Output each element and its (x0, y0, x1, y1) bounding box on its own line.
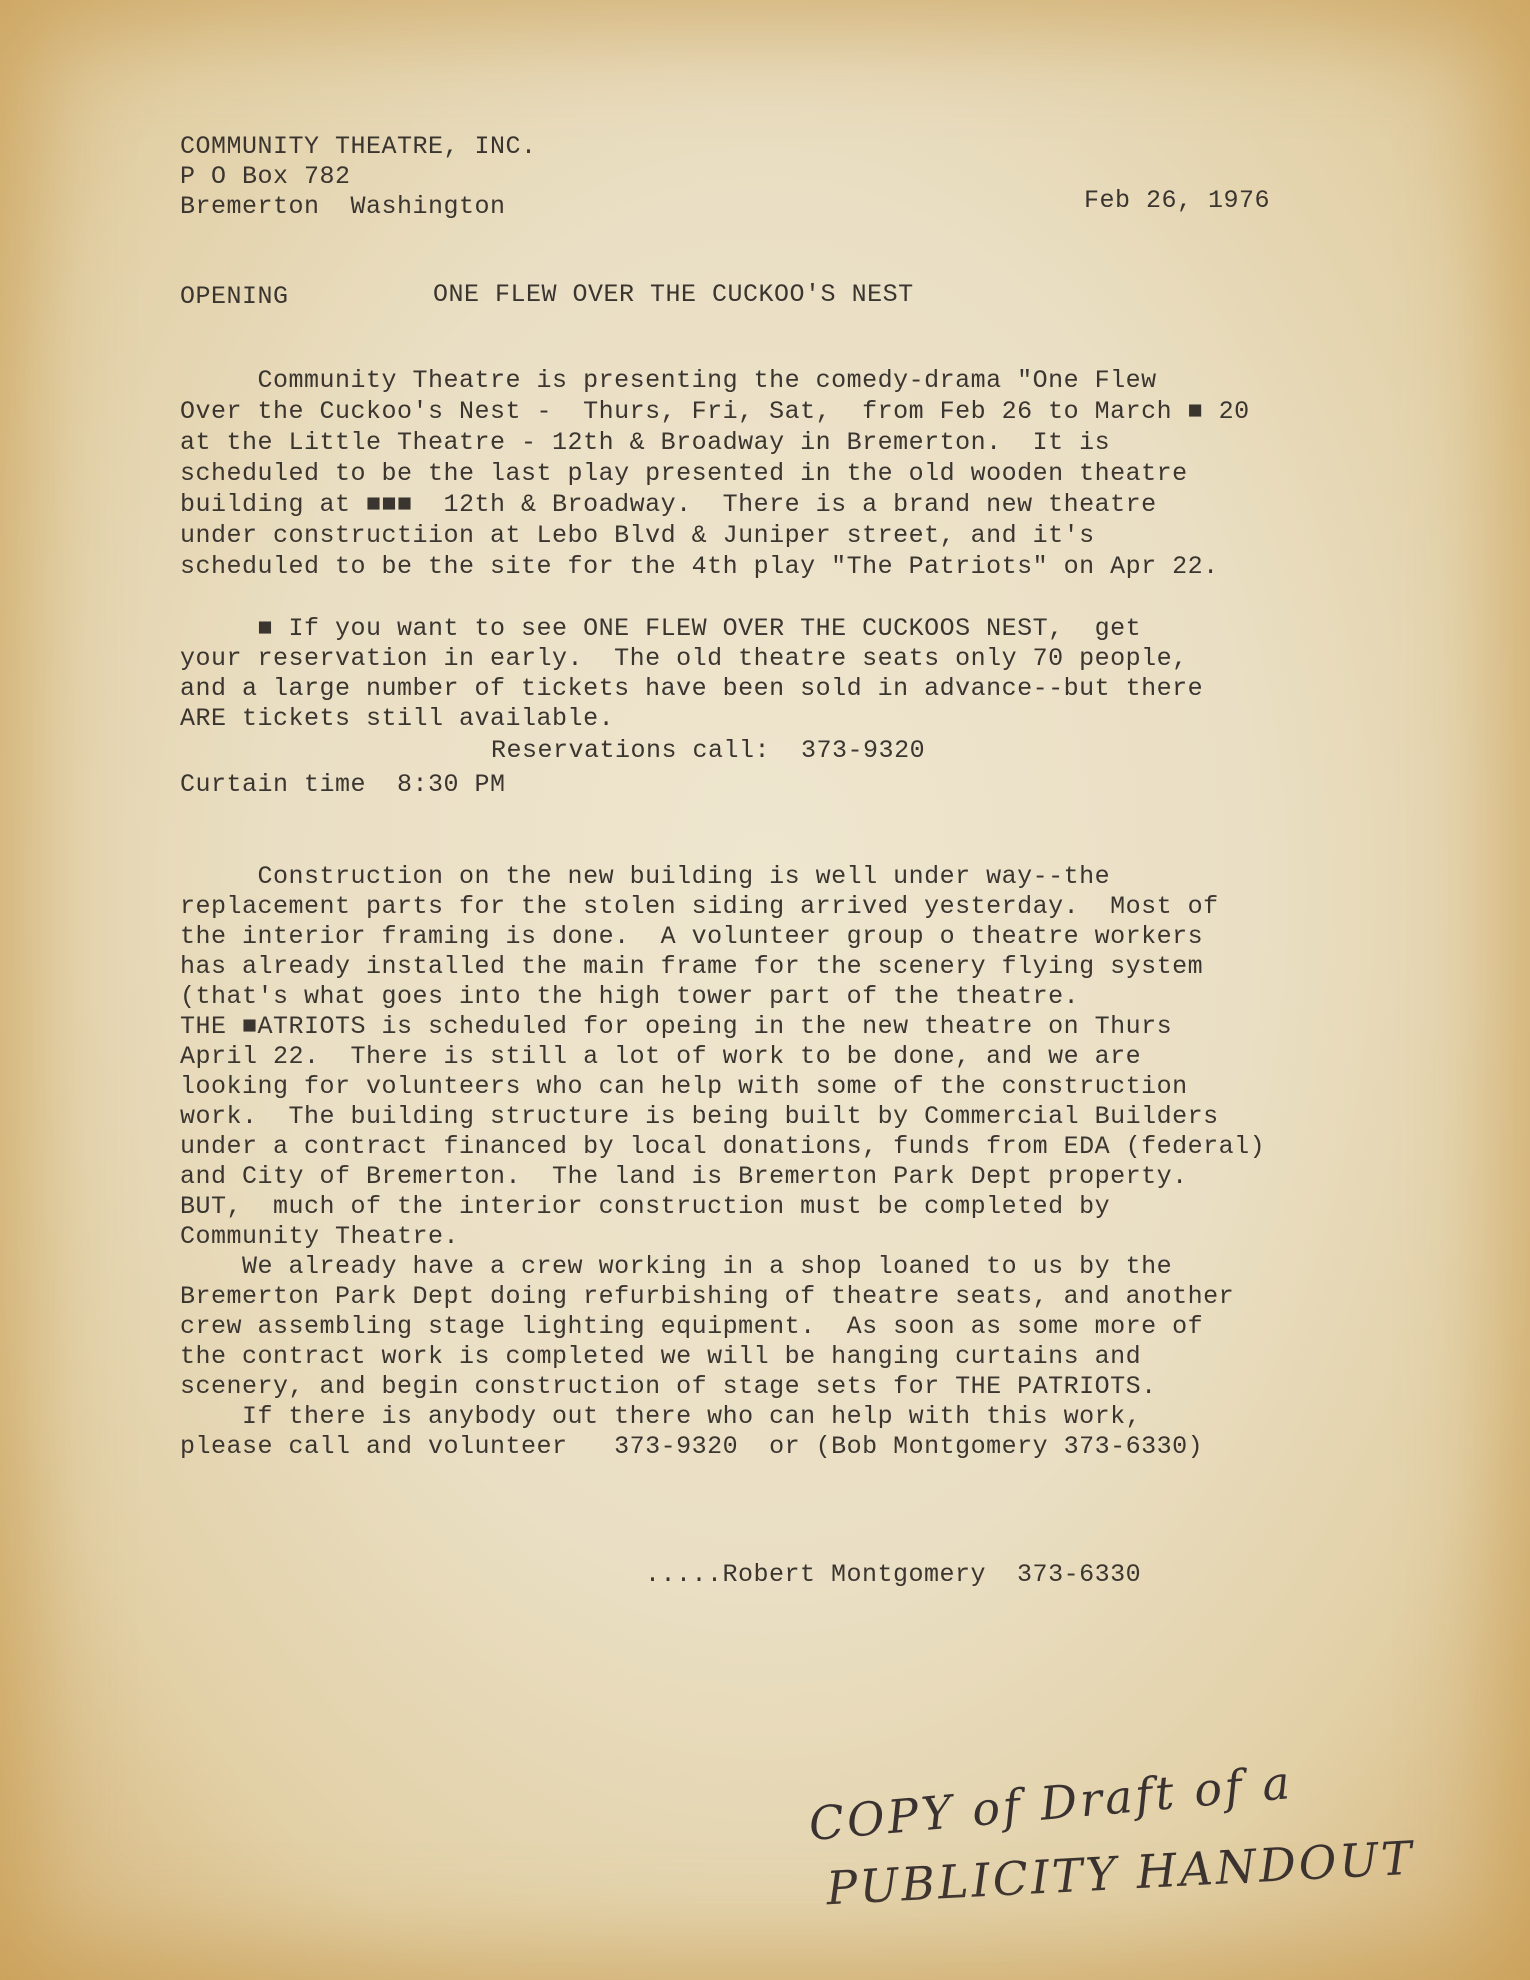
signature: .....Robert Montgomery 373-6330 (645, 1560, 1142, 1589)
heading-label: OPENING (180, 282, 289, 311)
text-line: (that's what goes into the high tower part of the theatre. (180, 982, 1080, 1011)
letterhead-city: Bremerton Washington (180, 192, 506, 221)
text-line: has already installed the main frame for the scenery flying system (180, 952, 1204, 981)
text-line: please call and volunteer 373-9320 or (Bob Montgomery 373-6330) (180, 1432, 1204, 1461)
text-line: at the Little Theatre - 12th & Broadway in Bremerton. It is (180, 428, 1111, 457)
text-line: scheduled to be the site for the 4th play "The Patriots" on Apr 22. (180, 552, 1219, 581)
paragraph-3 (180, 862, 1266, 1522)
text-line: and a large number of tickets have been sold in advance--but there (180, 674, 1204, 703)
handwritten-note-line-2: PUBLICITY HANDOUT (824, 1830, 1417, 1916)
reservations-line: Reservations call: 373-9320 (491, 736, 926, 765)
text-line: Community Theatre. (180, 1222, 460, 1251)
text-line: scheduled to be the last play presented in the old wooden theatre (180, 459, 1188, 488)
text-line: the interior framing is done. A volunteer group o theatre workers (180, 922, 1204, 951)
text-line: building at ■■■ 12th & Broadway. There is a brand new theatre (180, 490, 1157, 519)
text-line: under a contract financed by local donations, funds from EDA (federal) (180, 1132, 1266, 1161)
text-line: April 22. There is still a lot of work to be done, and we are (180, 1042, 1142, 1071)
text-line: crew assembling stage lighting equipment. As soon as some more of (180, 1312, 1204, 1341)
letter-date: Feb 26, 1976 (1084, 186, 1271, 215)
curtain-time: Curtain time 8:30 PM (180, 770, 506, 799)
text-line: Bremerton Park Dept doing refurbishing of theatre seats, and another (180, 1282, 1235, 1311)
heading-title: ONE FLEW OVER THE CUCKOO'S NEST (433, 280, 914, 309)
text-line: replacement parts for the stolen siding arrived yesterday. Most of (180, 892, 1219, 921)
text-line: under constructiion at Lebo Blvd & Juniper street, and it's (180, 521, 1095, 550)
text-line: the contract work is completed we will be hanging curtains and (180, 1342, 1142, 1371)
text-line: ARE tickets still available. (180, 704, 615, 733)
text-line: scenery, and begin construction of stage sets for THE PATRIOTS. (180, 1372, 1157, 1401)
text-line: your reservation in early. The old theatre seats only 70 people, (180, 644, 1188, 673)
text-line: We already have a crew working in a shop loaned to us by the (180, 1252, 1173, 1281)
text-line: looking for volunteers who can help with some of the construction (180, 1072, 1188, 1101)
text-line: BUT, much of the interior construction must be completed by (180, 1192, 1111, 1221)
letterhead (180, 132, 537, 282)
handwritten-note-line-1: COPY of Draft of a (806, 1754, 1295, 1852)
letterhead-box: P O Box 782 (180, 162, 351, 191)
text-line: ■ If you want to see ONE FLEW OVER THE CUCKOOS NEST, get (180, 614, 1142, 643)
text-line: work. The building structure is being built by Commercial Builders (180, 1102, 1219, 1131)
text-line: Community Theatre is presenting the comedy-drama "One Flew (180, 366, 1157, 395)
text-line: Construction on the new building is well under way--the (180, 862, 1111, 891)
text-line: and City of Bremerton. The land is Bremerton Park Dept property. (180, 1162, 1188, 1191)
text-line: Over the Cuckoo's Nest - Thurs, Fri, Sat, from Feb 26 to March ■ 20 (180, 397, 1250, 426)
text-line: THE ■ATRIOTS is scheduled for opeing in the new theatre on Thurs (180, 1012, 1173, 1041)
text-line: If there is anybody out there who can help with this work, (180, 1402, 1142, 1431)
letterhead-org: COMMUNITY THEATRE, INC. (180, 132, 537, 161)
